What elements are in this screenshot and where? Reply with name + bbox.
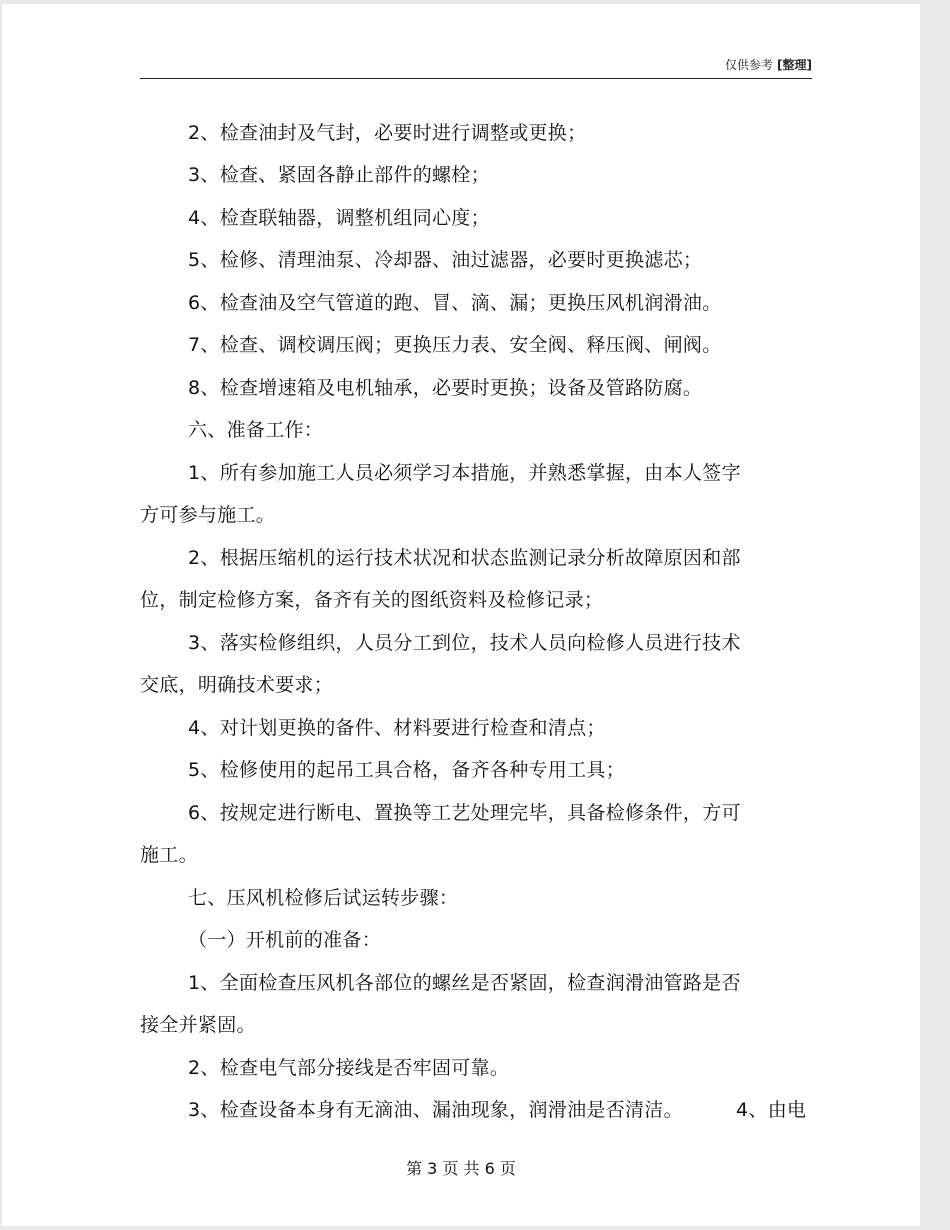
text-line: 4、由电 [736,1099,807,1121]
text-line: 7、检查、调校调压阀；更换压力表、安全阀、释压阀、闸阀。 [188,334,722,356]
text-line: 3、落实检修组织，人员分工到位，技术人员向检修人员进行技术 [188,632,741,654]
text-line: 位，制定检修方案，备齐有关的图纸资料及检修记录； [140,589,604,611]
text-line: 6、按规定进行断电、置换等工艺处理完毕，具备检修条件，方可 [188,802,741,824]
text-line: 3、检查、紧固各静止部件的螺栓； [188,164,490,186]
text-line: 4、对计划更换的备件、材料要进行检查和清点； [188,717,606,739]
text-line: 1、全面检查压风机各部位的螺丝是否紧固，检查润滑油管路是否 [188,972,741,994]
text-line: 2、检查油封及气封，必要时进行调整或更换； [188,122,587,144]
subsection-heading: （一）开机前的准备： [188,929,382,951]
header-text: 仅供参考 [725,58,774,72]
text-line: 5、检修使用的起吊工具合格，备齐各种专用工具； [188,759,625,781]
section-heading: 六、准备工作： [188,419,324,441]
page-header [140,56,812,79]
text-line: 8、检查增速箱及电机轴承，必要时更换；设备及管路防腐。 [188,377,703,399]
text-line: 4、检查联轴器，调整机组同心度； [188,207,490,229]
document-page [2,4,920,1226]
text-line: 3、检查设备本身有无滴油、漏油现象，润滑油是否清洁。 [188,1099,683,1121]
section-heading: 七、压风机检修后试运转步骤： [188,887,459,909]
text-line: 6、检查油及空气管道的跑、冒、滴、漏；更换压风机润滑油。 [188,292,722,314]
text-line: 1、所有参加施工人员必须学习本措施，并熟悉掌握，由本人签字 [188,462,741,484]
text-line: 交底，明确技术要求； [140,674,334,696]
text-line: 接全并紧固。 [140,1014,256,1036]
text-line: 2、根据压缩机的运行技术状况和状态监测记录分析故障原因和部 [188,547,741,569]
text-line: 方可参与施工。 [140,504,276,526]
text-line: 5、检修、清理油泵、冷却器、油过滤器，必要时更换滤芯； [188,249,703,271]
text-line: 2、检查电气部分接线是否牢固可靠。 [188,1057,510,1079]
text-line: 施工。 [140,844,198,866]
page-footer: 第 3 页 共 6 页 [406,1159,516,1178]
header-bracket: [整理] [777,58,812,72]
